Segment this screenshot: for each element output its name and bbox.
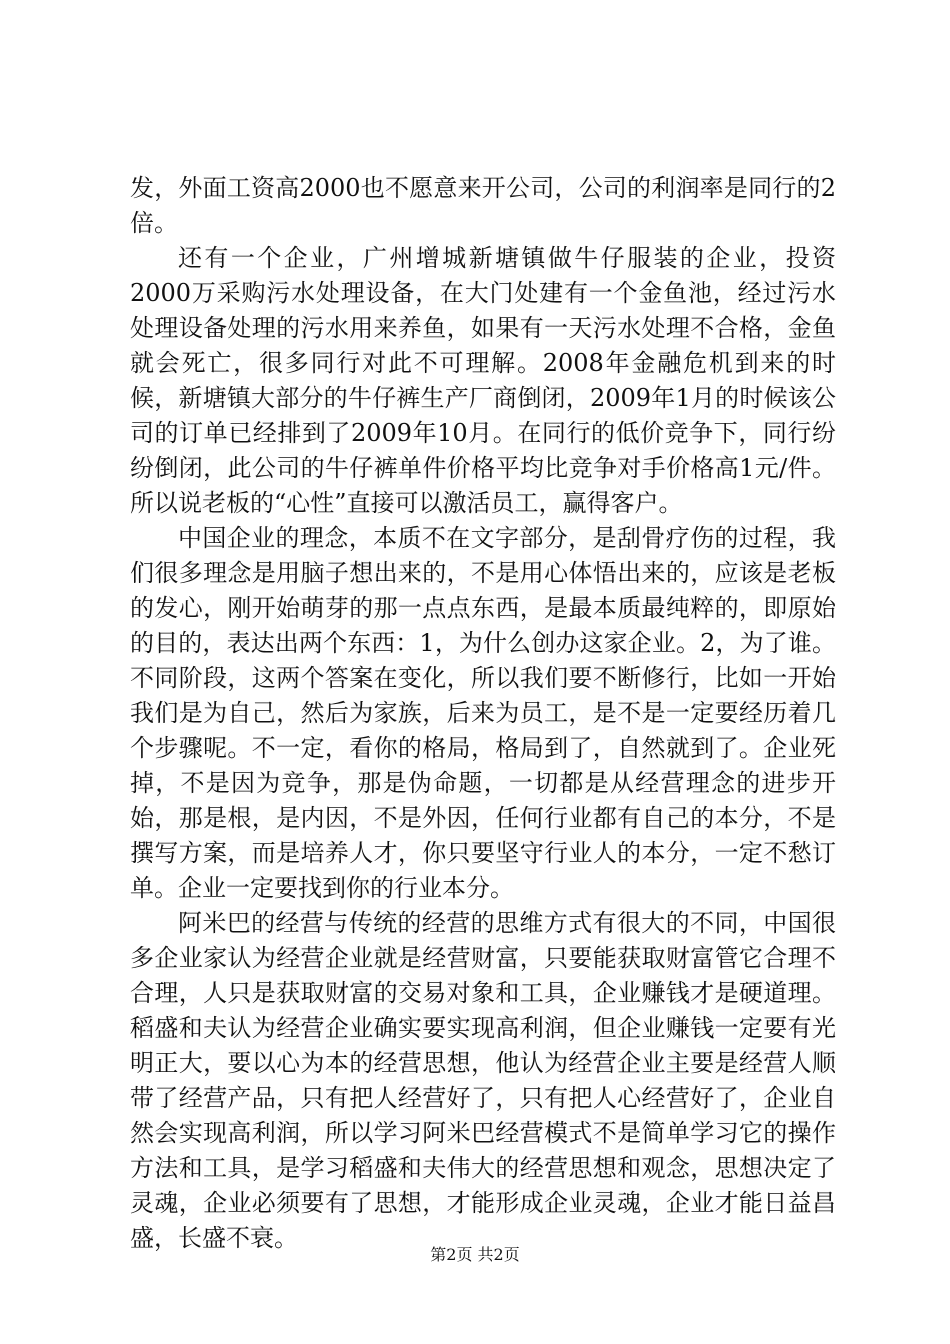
- paragraph-xintang-enterprise: 还有一个企业，广州增城新塘镇做牛仔服装的企业，投资2000万采购污水处理设备，在大门处建有一个金鱼池，经过污水处理设备处理的污水用来养鱼，如果有一天污水处理不合格，金鱼就会死亡，很多同行对此不可理解。2008年金融危机到来的时候，新塘镇大部分的牛仔裤生产厂商倒闭，2009年1月的时候该公司的订单已经排到了2009年10月。在同行的低价竞争下，同行纷纷倒闭，此公司的牛仔裤单件价格平均比竞争对手价格高1元/件。所以说老板的“心性”直接可以激活员工，赢得客户。: [130, 244, 836, 517]
- document-body: [130, 171, 836, 1256]
- paragraph-continuation: 发，外面工资高2000也不愿意来开公司，公司的利润率是同行的2倍。: [130, 174, 836, 237]
- page-number-footer: 第2页 共2页: [430, 1245, 520, 1264]
- paragraph-amoeba-management: 阿米巴的经营与传统的经营的思维方式有很大的不同，中国很多企业家认为经营企业就是经营财富，只要能获取财富管它合理不合理，人只是获取财富的交易对象和工具，企业赚钱才是硬道理。稻盛和夫认为经营企业确实要实现高利润，但企业赚钱一定要有光明正大，要以心为本的经营思想，他认为经营企业主要是经营人顺带了经营产品，只有把人经营好了，只有把人心经营好了，企业自然会实现高利润，所以学习阿米巴经营模式不是简单学习它的操作方法和工具，是学习稻盛和夫伟大的经营思想和观念，思想决定了灵魂，企业必须要有了思想，才能形成企业灵魂，企业才能日益昌盛，长盛不衰。: [130, 909, 836, 1252]
- paragraph-enterprise-philosophy: 中国企业的理念，本质不在文字部分，是刮骨疗伤的过程，我们很多理念是用脑子想出来的，不是用心体悟出来的，应该是老板的发心，刚开始萌芽的那一点点东西，是最本质最纯粹的，即原始的目的，表达出两个东西：1，为什么创办这家企业。2，为了谁。不同阶段，这两个答案在变化，所以我们要不断修行，比如一开始我们是为自己，然后为家族，后来为员工，是不是一定要经历着几个步骤呢。不一定，看你的格局，格局到了，自然就到了。企业死掉，不是因为竞争，那是伪命题，一切都是从经营理念的进步开始，那是根，是内因，不是外因，任何行业都有自己的本分，不是撰写方案，而是培养人才，你只要坚守行业人的本分，一定不愁订单。企业一定要找到你的行业本分。: [130, 524, 836, 902]
